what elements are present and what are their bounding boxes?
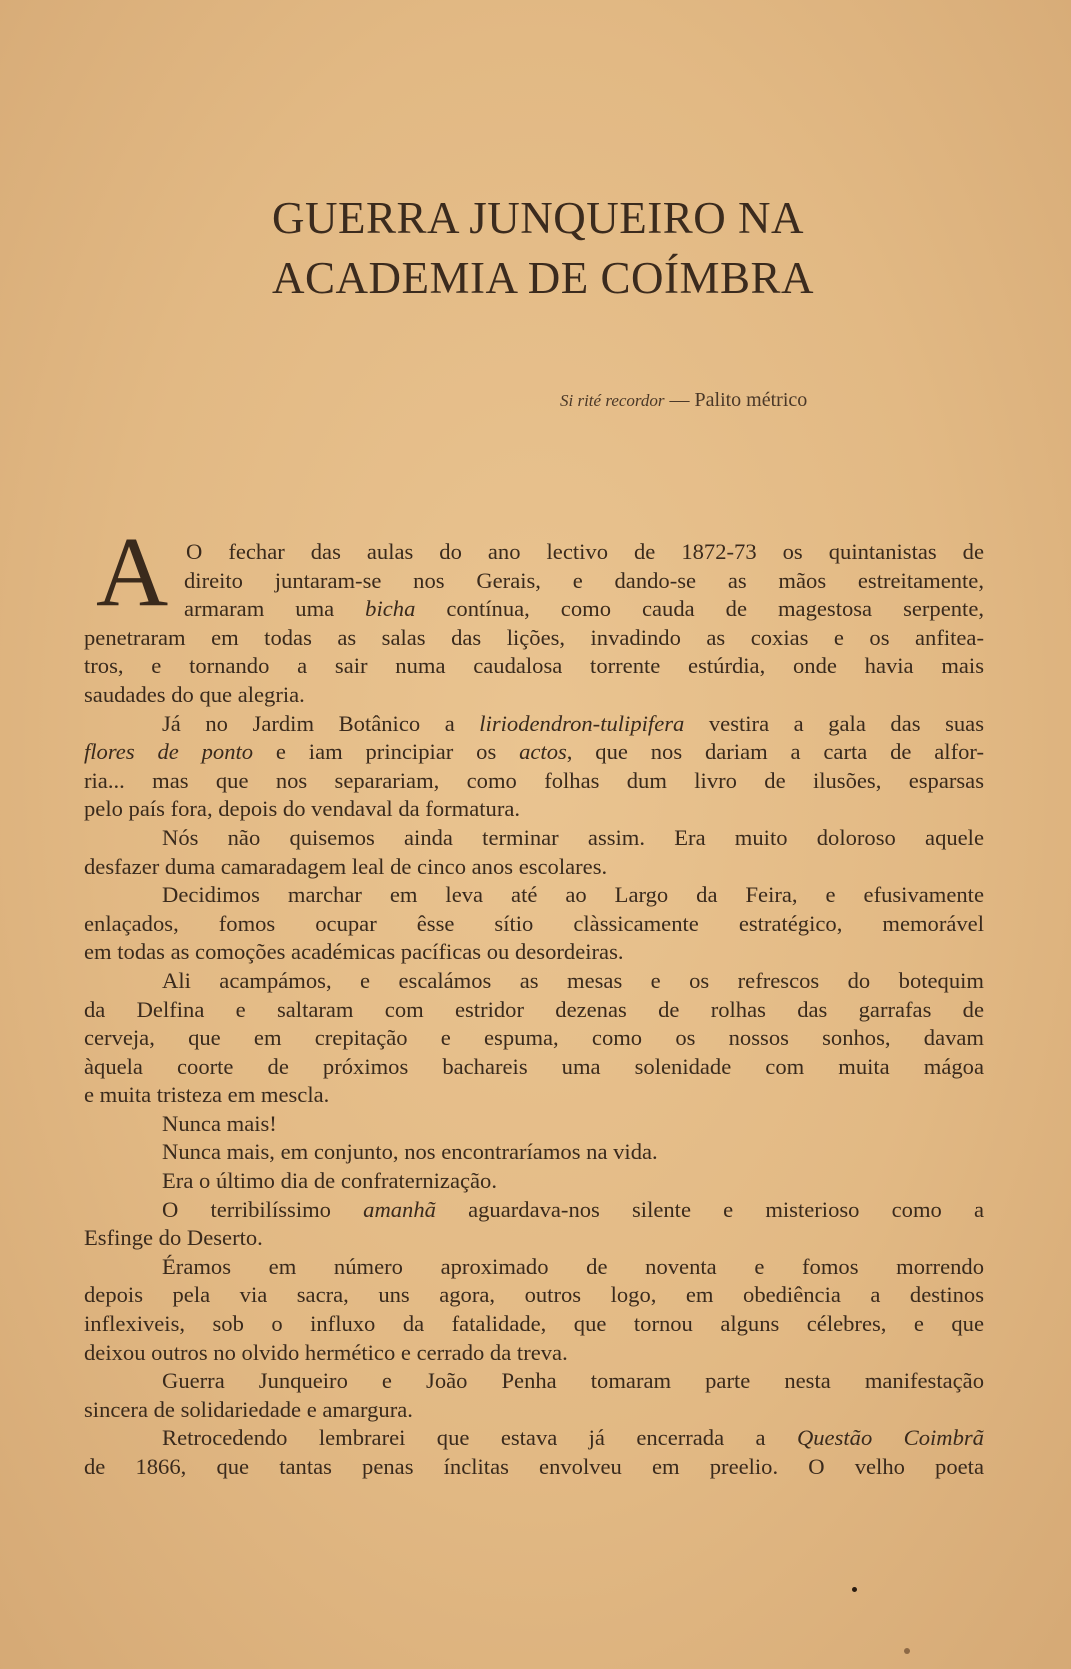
text-run: Já no Jardim Botânico a	[162, 710, 480, 736]
text-run: aguardava-nos silente e misterioso como a	[435, 1196, 985, 1222]
text-run: , que nos dariam a carta de alfor-	[566, 739, 984, 765]
text-line	[84, 710, 984, 739]
text-line: penetraram em todas as salas das lições, invadindo as coxias e os anfitea-	[84, 624, 984, 650]
text-line: Nunca mais, em conjunto, nos encontraríamos na vida.	[162, 1139, 658, 1165]
text-line: direito juntaram-se nos Gerais, e dando-se as mãos estreitamente,	[184, 567, 984, 593]
text-line: saudades do que alegria.	[84, 681, 305, 707]
ink-speck	[852, 1587, 857, 1592]
text-line: Nós não quisemos ainda terminar assim. Era muito doloroso aquele	[162, 824, 984, 850]
text-line: Guerra Junqueiro e João Penha tomaram parte nesta manifestação	[162, 1368, 984, 1394]
chapter-title-line-1: GUERRA JUNQUEIRO NA	[272, 193, 805, 243]
text-line	[84, 1196, 984, 1225]
ink-speck	[904, 1648, 910, 1654]
text-line: de 1866, que tantas penas ínclitas envolveu em preelio. O velho poeta	[84, 1454, 984, 1479]
epigraph-author: Palito métrico	[694, 389, 808, 411]
text-line: desfazer duma camaradagem leal de cinco anos escolares.	[84, 853, 608, 879]
text-line: sincera de solidariedade e amargura.	[84, 1396, 413, 1422]
italic-term: flores de ponto	[84, 739, 254, 765]
text-run: contínua, como cauda de magestosa serpente,	[415, 596, 984, 622]
italic-term: Questão Coimbrã	[796, 1425, 984, 1451]
text-line: tros, e tornando a sair numa caudalosa torrente estúrdia, onde havia mais	[84, 653, 984, 679]
text-line: enlaçados, fomos ocupar êsse sítio clàssicamente estratégico, memorável	[84, 910, 984, 936]
text-line: ria... mas que nos separariam, como folhas dum livro de ilusões, esparsas	[84, 767, 984, 793]
text-run: vestira a gala das suas	[684, 710, 985, 736]
text-line: Nunca mais!	[162, 1110, 277, 1136]
epigraph	[560, 389, 900, 412]
text-line: inflexiveis, sob o influxo da fatalidade, que tornou alguns célebres, e que	[84, 1311, 984, 1337]
text-run: armaram uma	[184, 596, 366, 622]
epigraph-dash: —	[664, 389, 695, 411]
text-line: da Delfina e saltaram com estridor dezenas de rolhas das garrafas de	[84, 996, 984, 1022]
body-text	[84, 538, 984, 1482]
text-line	[84, 738, 984, 767]
chapter-title	[272, 188, 892, 308]
text-line: Esfinge do Deserto.	[84, 1225, 263, 1251]
text-line: O fechar das aulas do ano lectivo de 1872-73 os quintanistas de	[186, 539, 984, 564]
italic-term: actos	[519, 739, 567, 765]
text-line: pelo país fora, depois do vendaval da formatura.	[84, 796, 521, 822]
text-line: depois pela via sacra, uns agora, outros logo, em obediência a destinos	[84, 1282, 984, 1308]
text-line: deixou outros no olvido hermético e cerrado da treva.	[84, 1339, 568, 1365]
text-line	[84, 1424, 984, 1453]
text-line: àquela coorte de próximos bachareis uma solenidade com muita mágoa	[84, 1053, 984, 1079]
text-run: O terribilíssimo	[162, 1196, 364, 1222]
italic-term: amanhã	[363, 1196, 436, 1222]
chapter-title-line-2: ACADEMIA DE COÍMBRA	[272, 253, 815, 303]
text-line: Era o último dia de confraternização.	[162, 1168, 497, 1194]
text-line: Éramos em número aproximado de noventa e fomos morrendo	[162, 1253, 984, 1279]
text-line: em todas as comoções académicas pacíficas ou desordeiras.	[84, 939, 624, 965]
text-line	[84, 595, 984, 624]
drop-cap: A	[96, 516, 169, 627]
italic-term: liriodendron-tulipifera	[479, 710, 685, 736]
italic-term: bicha	[365, 596, 416, 622]
text-line: Ali acampámos, e escalámos as mesas e os refrescos do botequim	[162, 967, 984, 993]
text-line: Decidimos marchar em leva até ao Largo da Feira, e efusivamente	[162, 882, 984, 908]
text-run: e iam principiar os	[253, 739, 520, 765]
text-run: Retrocedendo lembrarei que estava já encerrada a	[162, 1425, 797, 1451]
text-line: e muita tristeza em mescla.	[84, 1082, 330, 1108]
epigraph-quote: Si rité recordor	[560, 391, 665, 410]
text-line: cerveja, que em crepitação e espuma, como os nossos sonhos, davam	[84, 1025, 984, 1051]
